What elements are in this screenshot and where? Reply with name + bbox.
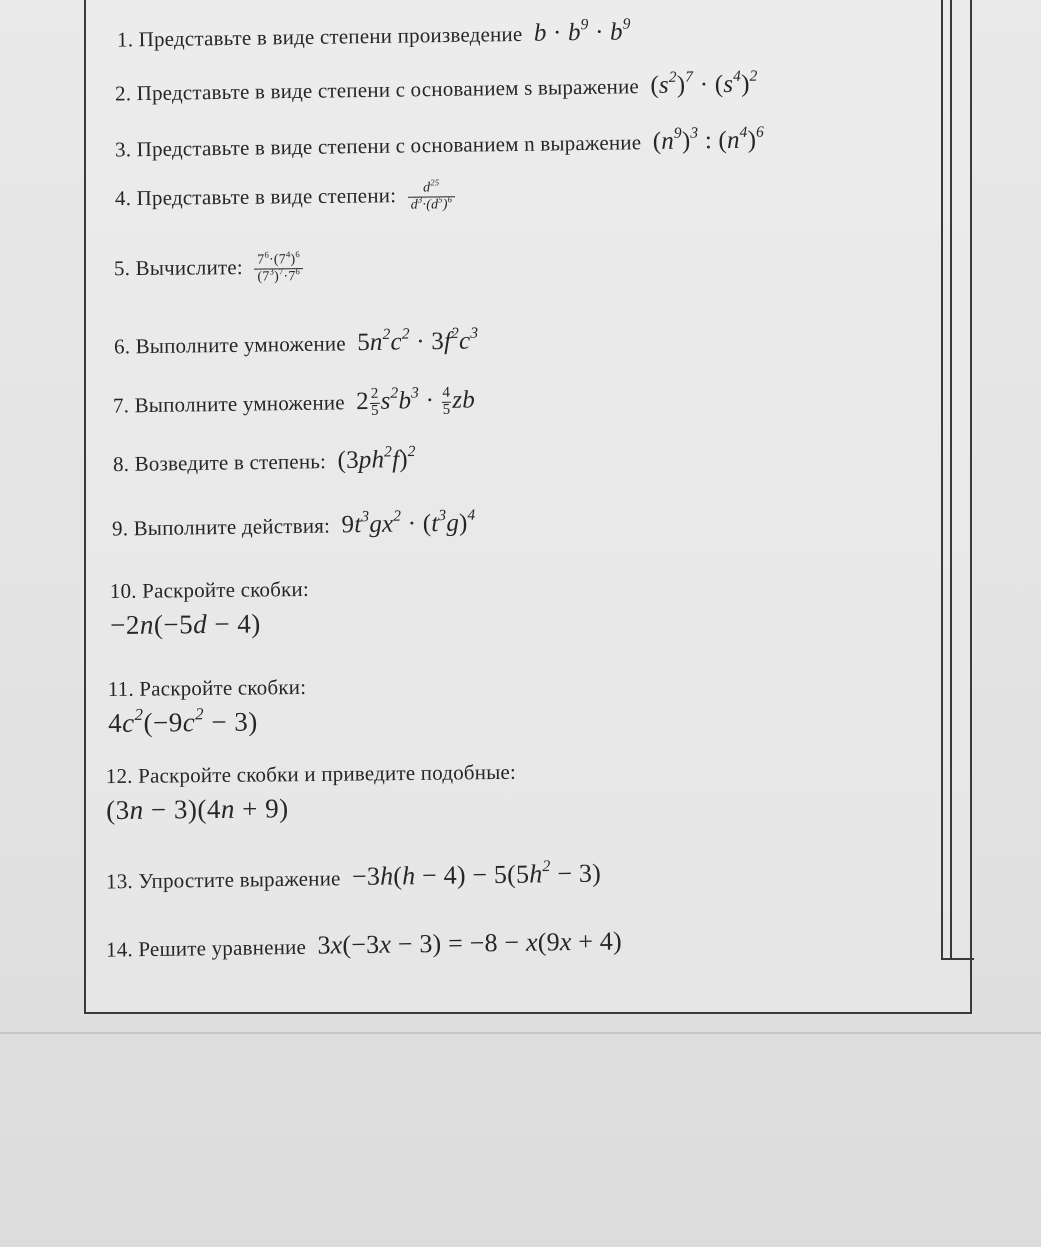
task-number: 8. (112, 451, 130, 477)
task-number: 13. (105, 869, 134, 894)
task-fraction (254, 249, 303, 286)
task-expression: $5n^2c^2 \cdot 3f^2c^3$ (357, 324, 479, 357)
task-number: 2. (114, 81, 132, 106)
task-text: Представьте в виде степени произведение (138, 21, 523, 52)
task-8 (112, 443, 416, 478)
task-text: Упростите выражение (138, 866, 341, 894)
task-10 (110, 577, 310, 641)
task-expression: (3n − 3)(4n + 9) (106, 793, 289, 826)
task-6 (113, 324, 479, 360)
task-number: 1. (116, 27, 134, 52)
task-number: 7. (112, 393, 130, 418)
task-expression: $4c^2(-9c^2 - 3)$ (108, 704, 258, 739)
task-expression: 2 $\frac{2}{5}$ $s^2b^3$ · $\frac{4}{5}$ zb (356, 384, 476, 419)
task-number: 14. (105, 937, 134, 962)
task-number: 3. (114, 137, 132, 162)
task-text: Выполните умножение (134, 390, 345, 418)
task-expression: 3x(−3x − 3) = −8 − x(9x + 4) (317, 926, 623, 960)
task-text: Представьте в виде степени: (136, 183, 397, 210)
task-expression: −2n(−5d − 4) (110, 608, 261, 641)
task-number: 9. (111, 516, 129, 541)
task-text: Представьте в виде степени с основанием n выражение (136, 130, 642, 162)
fraction-denominator: $d^3\cdot(d^5)^6$ (408, 196, 456, 214)
task-expression: $(3ph^2f)^2$ (337, 443, 416, 474)
task-number: 4. (114, 186, 132, 211)
task-text: Вычислите: (135, 255, 243, 281)
task-number: 6. (113, 334, 131, 359)
task-expression: $-3h(h - 4) - 5(5h^2 - 3)$ (351, 857, 602, 892)
task-text: Раскройте скобки и приведите подобные: (137, 759, 517, 788)
task-expression: $b \cdot b^9 \cdot b^9$ (533, 15, 631, 47)
frame-rule (941, 958, 974, 960)
task-4 (114, 177, 455, 217)
task-11 (108, 675, 307, 739)
task-text: Раскройте скобки: (139, 674, 307, 701)
task-number: 11. (107, 676, 135, 702)
task-expression: $(n^9)^3$ : $(n^4)^6$ (652, 123, 765, 156)
task-text: Возведите в степень: (134, 449, 327, 476)
task-9 (111, 506, 476, 542)
task-number: 10. (109, 578, 137, 604)
task-fraction (407, 177, 455, 214)
task-expression: $9t^3gx^2 \cdot (t^3g)^4$ (341, 506, 476, 539)
task-label (110, 577, 309, 604)
task-label (108, 675, 307, 702)
task-number: 12. (105, 763, 133, 789)
task-number: 5. (113, 256, 131, 281)
fraction-numerator: $7^6\cdot(7^4)^6$ (257, 249, 300, 268)
task-text: Раскройте скобки: (141, 576, 310, 603)
fraction-denominator: $(7^3)^7\cdot 7^6$ (254, 268, 303, 286)
task-text: Выполните действия: (133, 513, 331, 541)
page-edge (0, 1032, 1041, 1034)
task-label (106, 760, 516, 789)
frame-rule (950, 0, 952, 960)
task-12 (106, 760, 517, 826)
task-expression: $(s^2)^7 \cdot (s^4)^2$ (650, 67, 758, 100)
frame-rule (941, 0, 943, 960)
fraction-numerator: $d^{25}$ (423, 177, 440, 196)
task-text: Выполните умножение (135, 331, 346, 359)
task-text: Решите уравнение (138, 934, 307, 962)
task-7 (113, 385, 475, 423)
task-text: Представьте в виде степени с основанием s выражение (136, 74, 640, 106)
task-5 (113, 249, 303, 287)
